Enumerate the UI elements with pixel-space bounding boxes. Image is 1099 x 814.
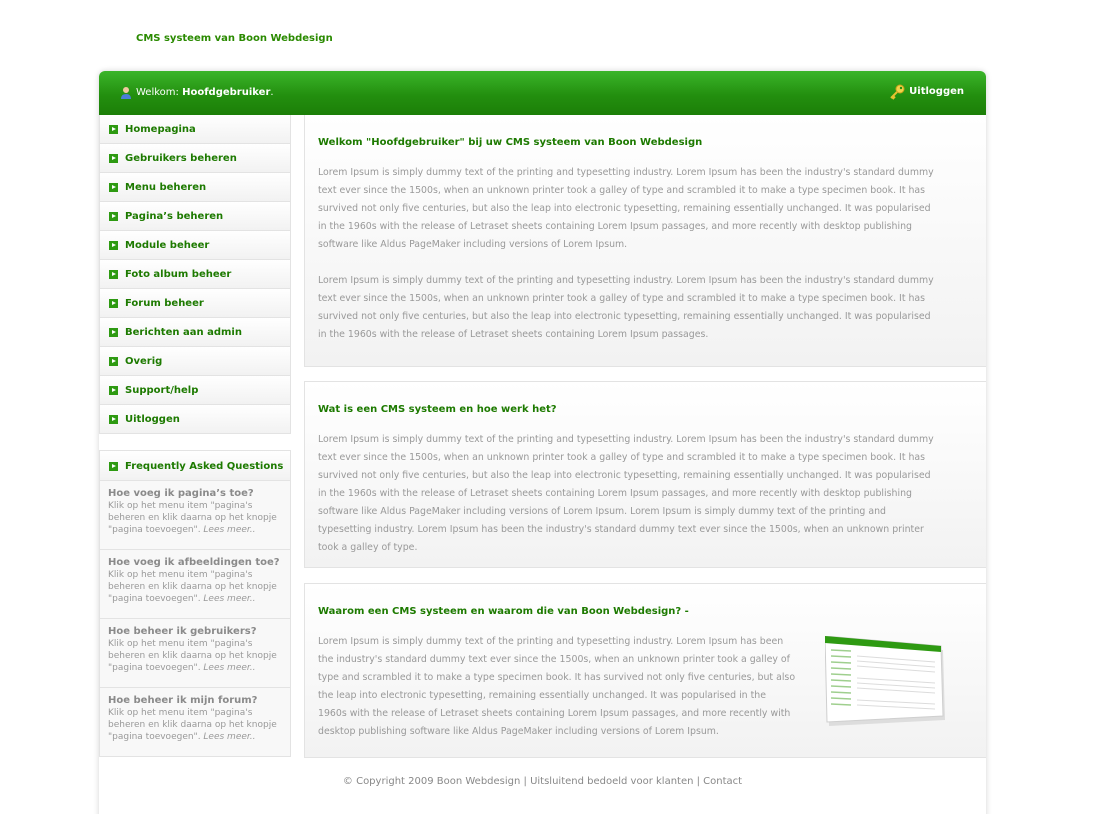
user-icon <box>119 86 133 100</box>
arrow-right-icon <box>109 183 118 192</box>
panel-paragraph: Lorem Ipsum is simply dummy text of the printing and typesetting industry. Lorem Ipsum has been the industry's standard dummy text ever since the 1500s, when an unknown printer took a galley of type and scrambled it to make a type specimen book. It has survived not only five centuries, but also the leap into electronic typesetting, remaining essentially unchanged. It was popularised in the 1960s with the release of Letraset sheets containing Lorem Ipsum passages, and more recently with desktop publishing software like Aldus PageMaker including versions of Lorem Ipsum. <box>318 167 934 250</box>
sidebar-item-foto-album[interactable] <box>99 260 291 289</box>
sidebar-nav <box>99 115 291 434</box>
user-name: Hoofdgebruiker <box>182 87 271 98</box>
welcome-message <box>119 87 274 98</box>
welcome-prefix: Welkom: <box>136 87 183 98</box>
arrow-right-icon <box>109 154 118 163</box>
faq-question: Hoe beheer ik gebruikers? <box>108 626 257 637</box>
sidebar-item-menu[interactable] <box>99 173 291 202</box>
sidebar-item-overig[interactable] <box>99 347 291 376</box>
sidebar-item-label: Module beheer <box>125 240 210 251</box>
faq-answer: Klik op het menu item "pagina's beheren en klik daarna op het knopje "pagina toevoegen". <box>108 639 277 673</box>
site-title: CMS systeem van Boon Webdesign <box>136 33 333 44</box>
arrow-right-icon <box>109 241 118 250</box>
logout-button[interactable] <box>909 86 964 97</box>
sidebar-item-homepagina[interactable] <box>99 115 291 144</box>
sidebar-item-label: Forum beheer <box>125 298 204 309</box>
panel-paragraph: Lorem Ipsum is simply dummy text of the printing and typesetting industry. Lorem Ipsum has been the industry's standard dummy text ever since the 1500s, when an unknown printer took a galley of type and scrambled it to make a type specimen book. It has survived not only five centuries, but also the leap into electronic typesetting, remaining essentially unchanged. It was popularised in the 1960s with the release of Letraset sheets containing Lorem Ipsum passages, and more recently with desktop publishing software like Aldus PageMaker including versions of Lorem Ipsum. <box>318 636 796 737</box>
sidebar-item-label: Homepagina <box>125 124 196 135</box>
sidebar-item-label: Pagina’s beheren <box>125 211 224 222</box>
content-panel-why-cms <box>304 583 986 758</box>
panel-title: Waarom een CMS systeem en waarom die van Boon Webdesign? - <box>318 606 689 617</box>
sidebar-item-paginas[interactable] <box>99 202 291 231</box>
sidebar-item-label: Berichten aan admin <box>125 327 242 338</box>
arrow-right-icon <box>109 357 118 366</box>
arrow-right-icon <box>109 125 118 134</box>
logout-label: Uitloggen <box>909 86 964 97</box>
faq-answer: Klik op het menu item "pagina's beheren en klik daarna op het knopje "pagina toevoegen". <box>108 501 277 535</box>
sidebar-item-uitloggen[interactable] <box>99 405 291 434</box>
sidebar <box>99 115 291 757</box>
faq-question: Hoe voeg ik afbeeldingen toe? <box>108 557 280 568</box>
faq-item[interactable] <box>99 688 291 757</box>
read-more-link[interactable]: Lees meer.. <box>203 594 256 604</box>
read-more-link[interactable]: Lees meer.. <box>203 663 256 673</box>
arrow-right-icon <box>109 299 118 308</box>
content-panel-what-is-cms <box>304 381 986 568</box>
sidebar-item-gebruikers[interactable] <box>99 144 291 173</box>
panel-paragraph: Lorem Ipsum is simply dummy text of the printing and typesetting industry. Lorem Ipsum has been the industry's standard dummy text ever since the 1500s, when an unknown printer took a galley of type and scrambled it to make a type specimen book. It has survived not only five centuries, but also the leap into electronic typesetting, remaining essentially unchanged. It was popularised in the 1960s with the release of Letraset sheets containing Lorem Ipsum passages, and more recently with desktop publishing software like Aldus PageMaker including versions of Lorem Ipsum. Lorem Ipsum is simply dummy text of the printing and typesetting industry. Lorem Ipsum has been the industry's standard dummy text ever since the 1500s, when an unknown printer took a galley of type. <box>318 434 934 553</box>
sidebar-item-label: Menu beheren <box>125 182 207 193</box>
read-more-link[interactable]: Lees meer.. <box>203 732 256 742</box>
arrow-right-icon <box>109 462 118 471</box>
key-icon <box>888 83 906 101</box>
sidebar-item-label: Support/help <box>125 385 199 396</box>
top-bar <box>99 71 986 115</box>
arrow-right-icon <box>109 328 118 337</box>
faq-answer: Klik op het menu item "pagina's beheren en klik daarna op het knopje "pagina toevoegen". <box>108 708 277 742</box>
faq-header <box>99 450 291 481</box>
sidebar-item-berichten[interactable] <box>99 318 291 347</box>
faq-title: Frequently Asked Questions <box>125 461 284 472</box>
faq-item[interactable] <box>99 619 291 688</box>
sidebar-item-support[interactable] <box>99 376 291 405</box>
sidebar-item-label: Foto album beheer <box>125 269 232 280</box>
content-panel-welcome <box>304 115 986 367</box>
faq-question: Hoe voeg ik pagina’s toe? <box>108 488 254 499</box>
faq-answer: Klik op het menu item "pagina's beheren en klik daarna op het knopje "pagina toevoegen". <box>108 570 277 604</box>
sidebar-item-label: Uitloggen <box>125 414 180 425</box>
arrow-right-icon <box>109 386 118 395</box>
footer: © Copyright 2009 Boon Webdesign | Uitsluitend bedoeld voor klanten | Contact <box>342 776 743 787</box>
panel-paragraph: Lorem Ipsum is simply dummy text of the printing and typesetting industry. Lorem Ipsum has been the industry's standard dummy text ever since the 1500s, when an unknown printer took a galley of type and scrambled it to make a type specimen book. It has survived not only five centuries, but also the leap into electronic typesetting, remaining essentially unchanged. It was popularised in the 1960s with the release of Letraset sheets containing Lorem Ipsum passages. <box>318 275 934 340</box>
arrow-right-icon <box>109 270 118 279</box>
cms-screenshot-image <box>825 636 945 728</box>
sidebar-item-forum[interactable] <box>99 289 291 318</box>
faq-question: Hoe beheer ik mijn forum? <box>108 695 258 706</box>
faq-item[interactable] <box>99 550 291 619</box>
read-more-link[interactable]: Lees meer.. <box>203 525 256 535</box>
panel-title: Welkom "Hoofdgebruiker" bij uw CMS systeem van Boon Webdesign <box>318 137 703 148</box>
panel-title: Wat is een CMS systeem en hoe werk het? <box>318 404 557 415</box>
sidebar-item-label: Gebruikers beheren <box>125 153 237 164</box>
main-frame <box>99 71 986 814</box>
welcome-suffix: . <box>270 87 274 98</box>
arrow-right-icon <box>109 415 118 424</box>
faq-item[interactable] <box>99 481 291 550</box>
arrow-right-icon <box>109 212 118 221</box>
sidebar-item-module[interactable] <box>99 231 291 260</box>
sidebar-item-label: Overig <box>125 356 163 367</box>
